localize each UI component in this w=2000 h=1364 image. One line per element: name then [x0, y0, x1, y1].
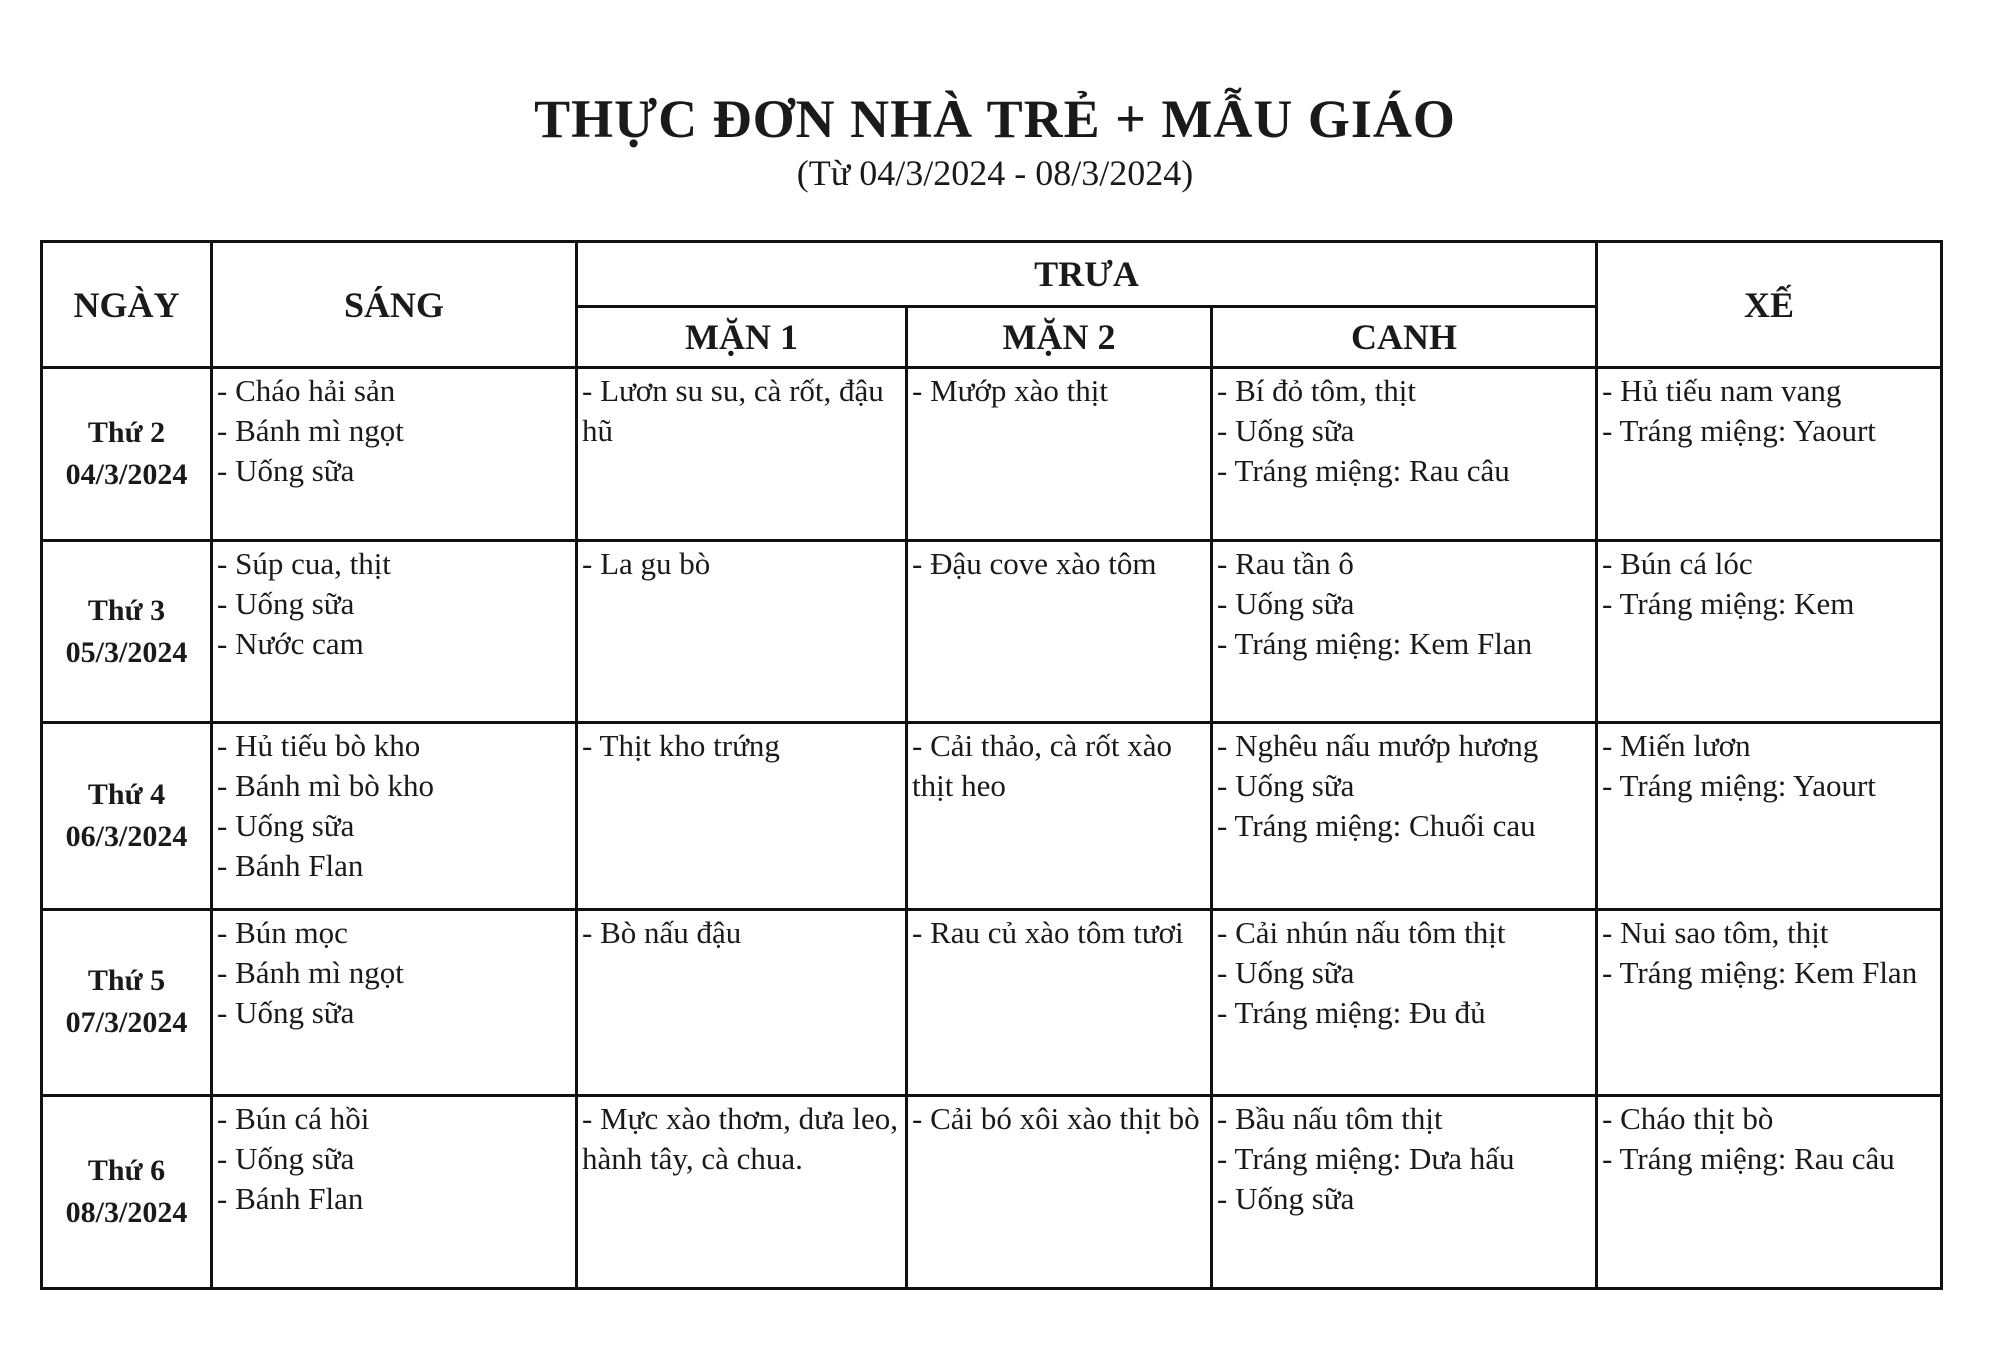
menu-item: - Rau củ xào tôm tươi [912, 915, 1184, 951]
menu-cell-sang [212, 1095, 577, 1288]
table-row [42, 722, 1942, 909]
date-label: 04/3/2024 [65, 458, 188, 492]
day-cell [42, 541, 212, 722]
menu-item: - Tráng miệng: Rau câu [1217, 453, 1510, 488]
weekday-label: Thứ 2 [87, 416, 166, 450]
menu-body [42, 368, 1942, 1289]
date-label: 08/3/2024 [65, 1195, 188, 1229]
menu-cell-man2 [907, 541, 1212, 722]
menu-item: - La gu bò [582, 546, 711, 582]
weekday-label: Thứ 3 [87, 593, 166, 627]
date-label: 07/3/2024 [65, 1006, 188, 1040]
menu-item: - Mực xào thơm, dưa leo, hành tây, cà chua. [582, 1100, 899, 1176]
menu-cell-man1 [577, 722, 907, 909]
menu-item: - Cải bó xôi xào thịt bò [912, 1100, 1200, 1136]
header-breakfast: SÁNG [212, 242, 577, 368]
menu-item: - Bò nấu đậu [582, 915, 742, 951]
menu-item: - Tráng miệng: Kem Flan [1602, 955, 1918, 991]
menu-item: - Rau tần ô [1217, 546, 1354, 582]
menu-item: - Đậu cove xào tôm [912, 546, 1157, 582]
menu-cell-man1 [577, 910, 907, 1095]
menu-item: - Bánh mì bò kho [217, 767, 434, 803]
menu-item: - Tráng miệng: Yaourt [1602, 767, 1876, 803]
menu-item: - Uống sữa [1217, 767, 1355, 803]
menu-item: - Nui sao tôm, thịt [1602, 915, 1829, 951]
menu-table [40, 240, 1943, 1290]
menu-item: - Bánh Flan [217, 1180, 364, 1216]
menu-item: - Súp cua, thịt [217, 546, 391, 582]
menu-item: - Tráng miệng: Rau câu [1602, 1140, 1895, 1176]
day-cell [42, 368, 212, 541]
menu-cell-xe [1597, 368, 1942, 541]
menu-cell-canh [1212, 722, 1597, 909]
table-row [42, 541, 1942, 722]
header-man2: MẶN 2 [907, 307, 1212, 368]
menu-item: - Bí đỏ tôm, thịt [1217, 373, 1416, 408]
day-cell [42, 910, 212, 1095]
menu-item: - Bánh Flan [217, 847, 364, 883]
menu-cell-canh [1212, 910, 1597, 1095]
menu-item: - Cháo hải sản [217, 373, 396, 408]
menu-item: - Cải nhún nấu tôm thịt [1217, 915, 1506, 951]
menu-item: - Tráng miệng: Dưa hấu [1217, 1140, 1515, 1176]
menu-item: - Tráng miệng: Chuối cau [1217, 807, 1536, 843]
menu-cell-man2 [907, 722, 1212, 909]
table-row [42, 910, 1942, 1095]
menu-cell-xe [1597, 1095, 1942, 1288]
menu-item: - Hủ tiếu nam vang [1602, 373, 1842, 408]
menu-item: - Mướp xào thịt [912, 373, 1108, 408]
menu-cell-man1 [577, 541, 907, 722]
menu-item: - Tráng miệng: Kem Flan [1217, 626, 1533, 662]
menu-item: - Tráng miệng: Đu đủ [1217, 995, 1486, 1031]
menu-cell-canh [1212, 541, 1597, 722]
menu-item: - Nghêu nấu mướp hương [1217, 727, 1539, 763]
menu-item: - Bún cá lóc [1602, 546, 1753, 582]
menu-item: - Lươn su su, cà rốt, đậu hũ [582, 373, 884, 448]
menu-item: - Uống sữa [1217, 586, 1355, 622]
menu-item: - Tráng miệng: Yaourt [1602, 413, 1876, 448]
date-range-subtitle: (Từ 04/3/2024 - 08/3/2024) [796, 153, 1194, 193]
header-canh: CANH [1212, 307, 1597, 368]
menu-item: - Uống sữa [217, 807, 355, 843]
menu-item: - Uống sữa [217, 995, 355, 1031]
header-man1: MẶN 1 [577, 307, 907, 368]
menu-cell-canh [1212, 1095, 1597, 1288]
page-title: THỰC ĐƠN NHÀ TRẺ + MẪU GIÁO [534, 89, 1456, 149]
menu-item: - Cháo thịt bò [1602, 1100, 1774, 1136]
menu-cell-sang [212, 722, 577, 909]
header-lunch: TRƯA [577, 242, 1597, 307]
menu-item: - Bánh mì ngọt [217, 413, 404, 448]
menu-cell-canh [1212, 368, 1597, 541]
table-row [42, 1095, 1942, 1288]
weekday-label: Thứ 4 [87, 777, 166, 811]
menu-item: - Tráng miệng: Kem [1602, 586, 1855, 622]
menu-cell-man2 [907, 910, 1212, 1095]
menu-item: - Bún cá hồi [217, 1100, 370, 1136]
menu-item: - Nước cam [217, 626, 364, 662]
menu-item: - Bún mọc [217, 915, 348, 951]
menu-item: - Miến lươn [1602, 727, 1751, 763]
menu-cell-man1 [577, 1095, 907, 1288]
header-day: NGÀY [42, 242, 212, 368]
menu-item: - Uống sữa [217, 1140, 355, 1176]
day-cell [42, 1095, 212, 1288]
menu-cell-xe [1597, 541, 1942, 722]
menu-item: - Bánh mì ngọt [217, 955, 404, 991]
menu-item: - Thịt kho trứng [582, 727, 780, 763]
menu-item: - Bầu nấu tôm thịt [1217, 1100, 1443, 1136]
weekday-label: Thứ 5 [87, 964, 166, 998]
day-cell [42, 722, 212, 909]
menu-item: - Uống sữa [1217, 1180, 1355, 1216]
menu-cell-sang [212, 910, 577, 1095]
menu-cell-sang [212, 368, 577, 541]
menu-item: - Uống sữa [1217, 955, 1355, 991]
header-afternoon: XẾ [1597, 242, 1942, 368]
date-label: 06/3/2024 [65, 819, 188, 853]
menu-item: - Uống sữa [217, 586, 355, 622]
weekday-label: Thứ 6 [87, 1153, 166, 1187]
menu-cell-xe [1597, 722, 1942, 909]
menu-cell-sang [212, 541, 577, 722]
menu-item: - Uống sữa [217, 453, 355, 488]
menu-item: - Hủ tiếu bò kho [217, 727, 421, 763]
menu-item: - Uống sữa [1217, 413, 1355, 448]
menu-cell-man2 [907, 368, 1212, 541]
menu-item: - Cải thảo, cà rốt xào thịt heo [912, 727, 1172, 803]
menu-cell-man2 [907, 1095, 1212, 1288]
menu-cell-man1 [577, 368, 907, 541]
date-label: 05/3/2024 [65, 635, 188, 669]
table-row [42, 368, 1942, 541]
menu-cell-xe [1597, 910, 1942, 1095]
